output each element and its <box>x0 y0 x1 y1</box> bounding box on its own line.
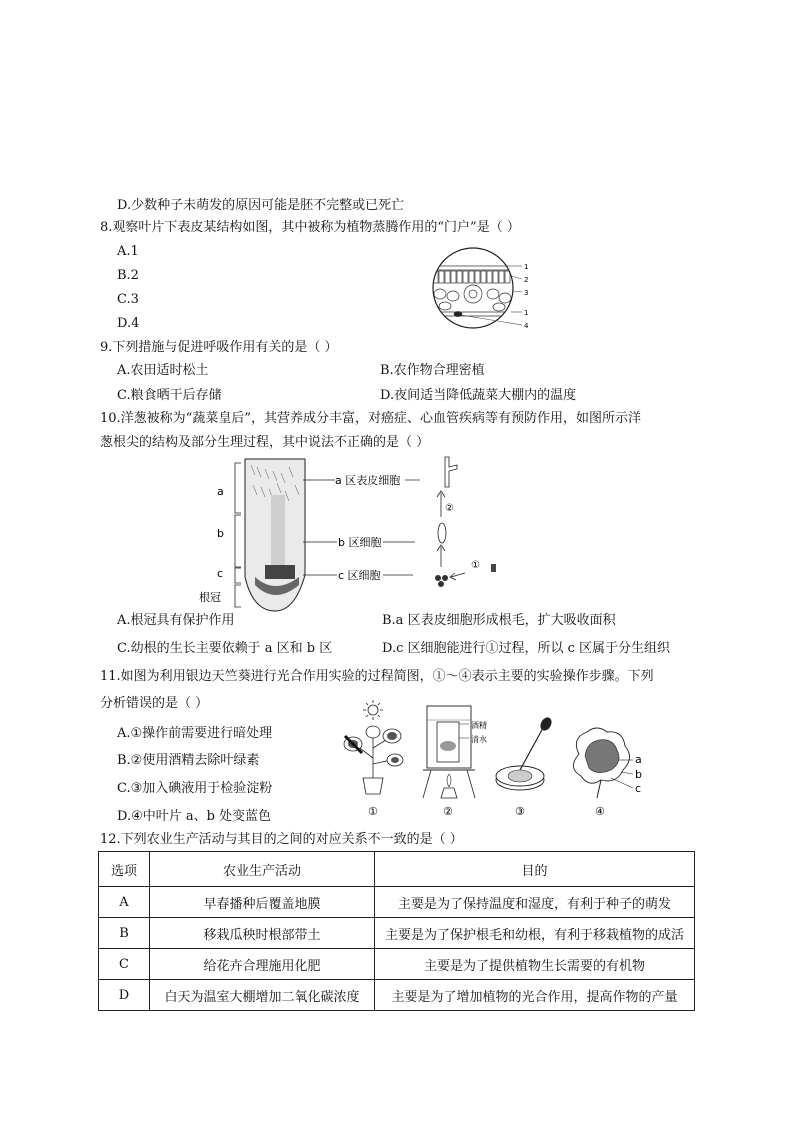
cell-option: B <box>99 918 150 949</box>
q10-stem-line2: 葱根尖的结构及部分生理过程，其中说法不正确的是（ ） <box>100 435 430 450</box>
cell-activity: 白天为温室大棚增加二氧化碳浓度 <box>150 980 375 1011</box>
sun-icon <box>363 700 383 720</box>
q10-option-a: A.根冠具有保护作用 <box>117 613 235 628</box>
q8-option-a: A.1 <box>117 244 139 259</box>
zone-b-label: b <box>217 527 224 540</box>
table-row <box>99 887 695 918</box>
cell-purpose: 主要是为了增加植物的光合作用，提高作物的产量 <box>375 980 695 1011</box>
header-purpose: 目的 <box>375 852 695 887</box>
q7-option-d: D.少数种子未萌发的原因可能是胚不完整或已死亡 <box>117 198 405 213</box>
cell-activity: 给花卉合理施用化肥 <box>150 949 375 980</box>
exp-step-3: ③ <box>515 805 525 818</box>
cell-purpose: 主要是为了保护根毛和幼根，有利于移栽植物的成活 <box>375 918 695 949</box>
leaf-label-a: a <box>635 753 642 766</box>
leaf-label-c: c <box>635 782 642 795</box>
leaf-label-b: b <box>635 768 642 781</box>
water-label: 清水 <box>471 735 487 744</box>
cell-option: C <box>99 949 150 980</box>
exp-step-2: ② <box>443 805 453 818</box>
q8-option-d: D.4 <box>117 316 140 331</box>
cell-purpose: 主要是为了保持温度和湿度，有利于种子的萌发 <box>375 887 695 918</box>
alcohol-label: 酒精 <box>471 721 487 730</box>
label-b-cell: b 区细胞 <box>338 536 382 549</box>
table-row <box>99 918 695 949</box>
q11-option-c: C.③加入碘液用于检验淀粉 <box>117 781 273 796</box>
cell-option: D <box>99 980 150 1011</box>
q10-stem-line1: 10.洋葱被称为“蔬菜皇后”，其营养成分丰富，对癌症、心血管疾病等有预防作用，如图所示洋 <box>100 411 641 426</box>
q11-stem-line2: 分析错误的是（ ） <box>100 696 209 711</box>
q11-stem-line1: 11.如图为利用银边天竺葵进行光合作用实验的过程简图，①～④表示主要的实验操作步骤。下列 <box>100 669 654 684</box>
exp-step-4: ④ <box>595 805 605 818</box>
leaf-label-1a: 1 <box>524 263 529 271</box>
q8-stem: 8.观察叶片下表皮某结构如图，其中被称为植物蒸腾作用的“门户”是（ ） <box>100 220 520 235</box>
q10-option-b: B.a 区表皮细胞形成根毛，扩大吸收面积 <box>382 613 616 628</box>
q8-option-c: C.3 <box>117 292 139 307</box>
q12-stem: 12.下列农业生产活动与其目的之间的对应关系不一致的是（ ） <box>100 832 463 847</box>
q9-option-c: C.粮食晒干后存储 <box>117 388 222 403</box>
q9-option-b: B.农作物合理密植 <box>380 363 485 378</box>
leaf-label-2: 2 <box>524 276 529 284</box>
table-row <box>99 949 695 980</box>
step-1-label: ① <box>471 560 480 571</box>
q11-option-b: B.②使用酒精去除叶绿素 <box>117 753 260 768</box>
q9-option-d: D.夜间适当降低蔬菜大棚内的温度 <box>380 388 577 403</box>
header-option: 选项 <box>99 852 150 887</box>
leaf-cross-section-figure <box>425 246 535 331</box>
table-header-row <box>99 852 695 887</box>
cell-purpose: 主要是为了提供植物生长需要的有机物 <box>375 949 695 980</box>
q10-option-d: D.c 区细胞能进行①过程，所以 c 区属于分生组织 <box>382 641 671 656</box>
q11-option-a: A.①操作前需要进行暗处理 <box>117 726 273 741</box>
cell-activity: 早春播种后覆盖地膜 <box>150 887 375 918</box>
label-a-epidermis: a 区表皮细胞 <box>335 474 401 487</box>
label-c-cell: c 区细胞 <box>338 569 381 582</box>
header-activity: 农业生产活动 <box>150 852 375 887</box>
zone-a-label: a <box>217 485 224 498</box>
q10-option-c: C.幼根的生长主要依赖于 a 区和 b 区 <box>117 641 333 656</box>
leaf-label-4: 4 <box>524 322 529 330</box>
exp-step-1: ① <box>368 805 378 818</box>
step-2-label: ② <box>445 503 454 514</box>
onion-root-tip-figure <box>195 455 515 615</box>
leaf-label-1b: 1 <box>524 309 529 317</box>
q8-option-b: B.2 <box>117 268 139 283</box>
photosynthesis-experiment-figure <box>335 698 655 820</box>
zone-c-label: c <box>217 567 224 580</box>
q9-stem: 9.下列措施与促进呼吸作用有关的是（ ） <box>100 340 338 355</box>
q11-option-d: D.④中叶片 a、b 处变蓝色 <box>117 809 272 824</box>
leaf-label-3: 3 <box>524 289 529 297</box>
cell-option: A <box>99 887 150 918</box>
root-cap-label: 根冠 <box>199 591 221 604</box>
q9-option-a: A.农田适时松土 <box>117 363 209 378</box>
cell-activity: 移栽瓜秧时根部带土 <box>150 918 375 949</box>
q12-table <box>98 851 695 1011</box>
table-row <box>99 980 695 1011</box>
